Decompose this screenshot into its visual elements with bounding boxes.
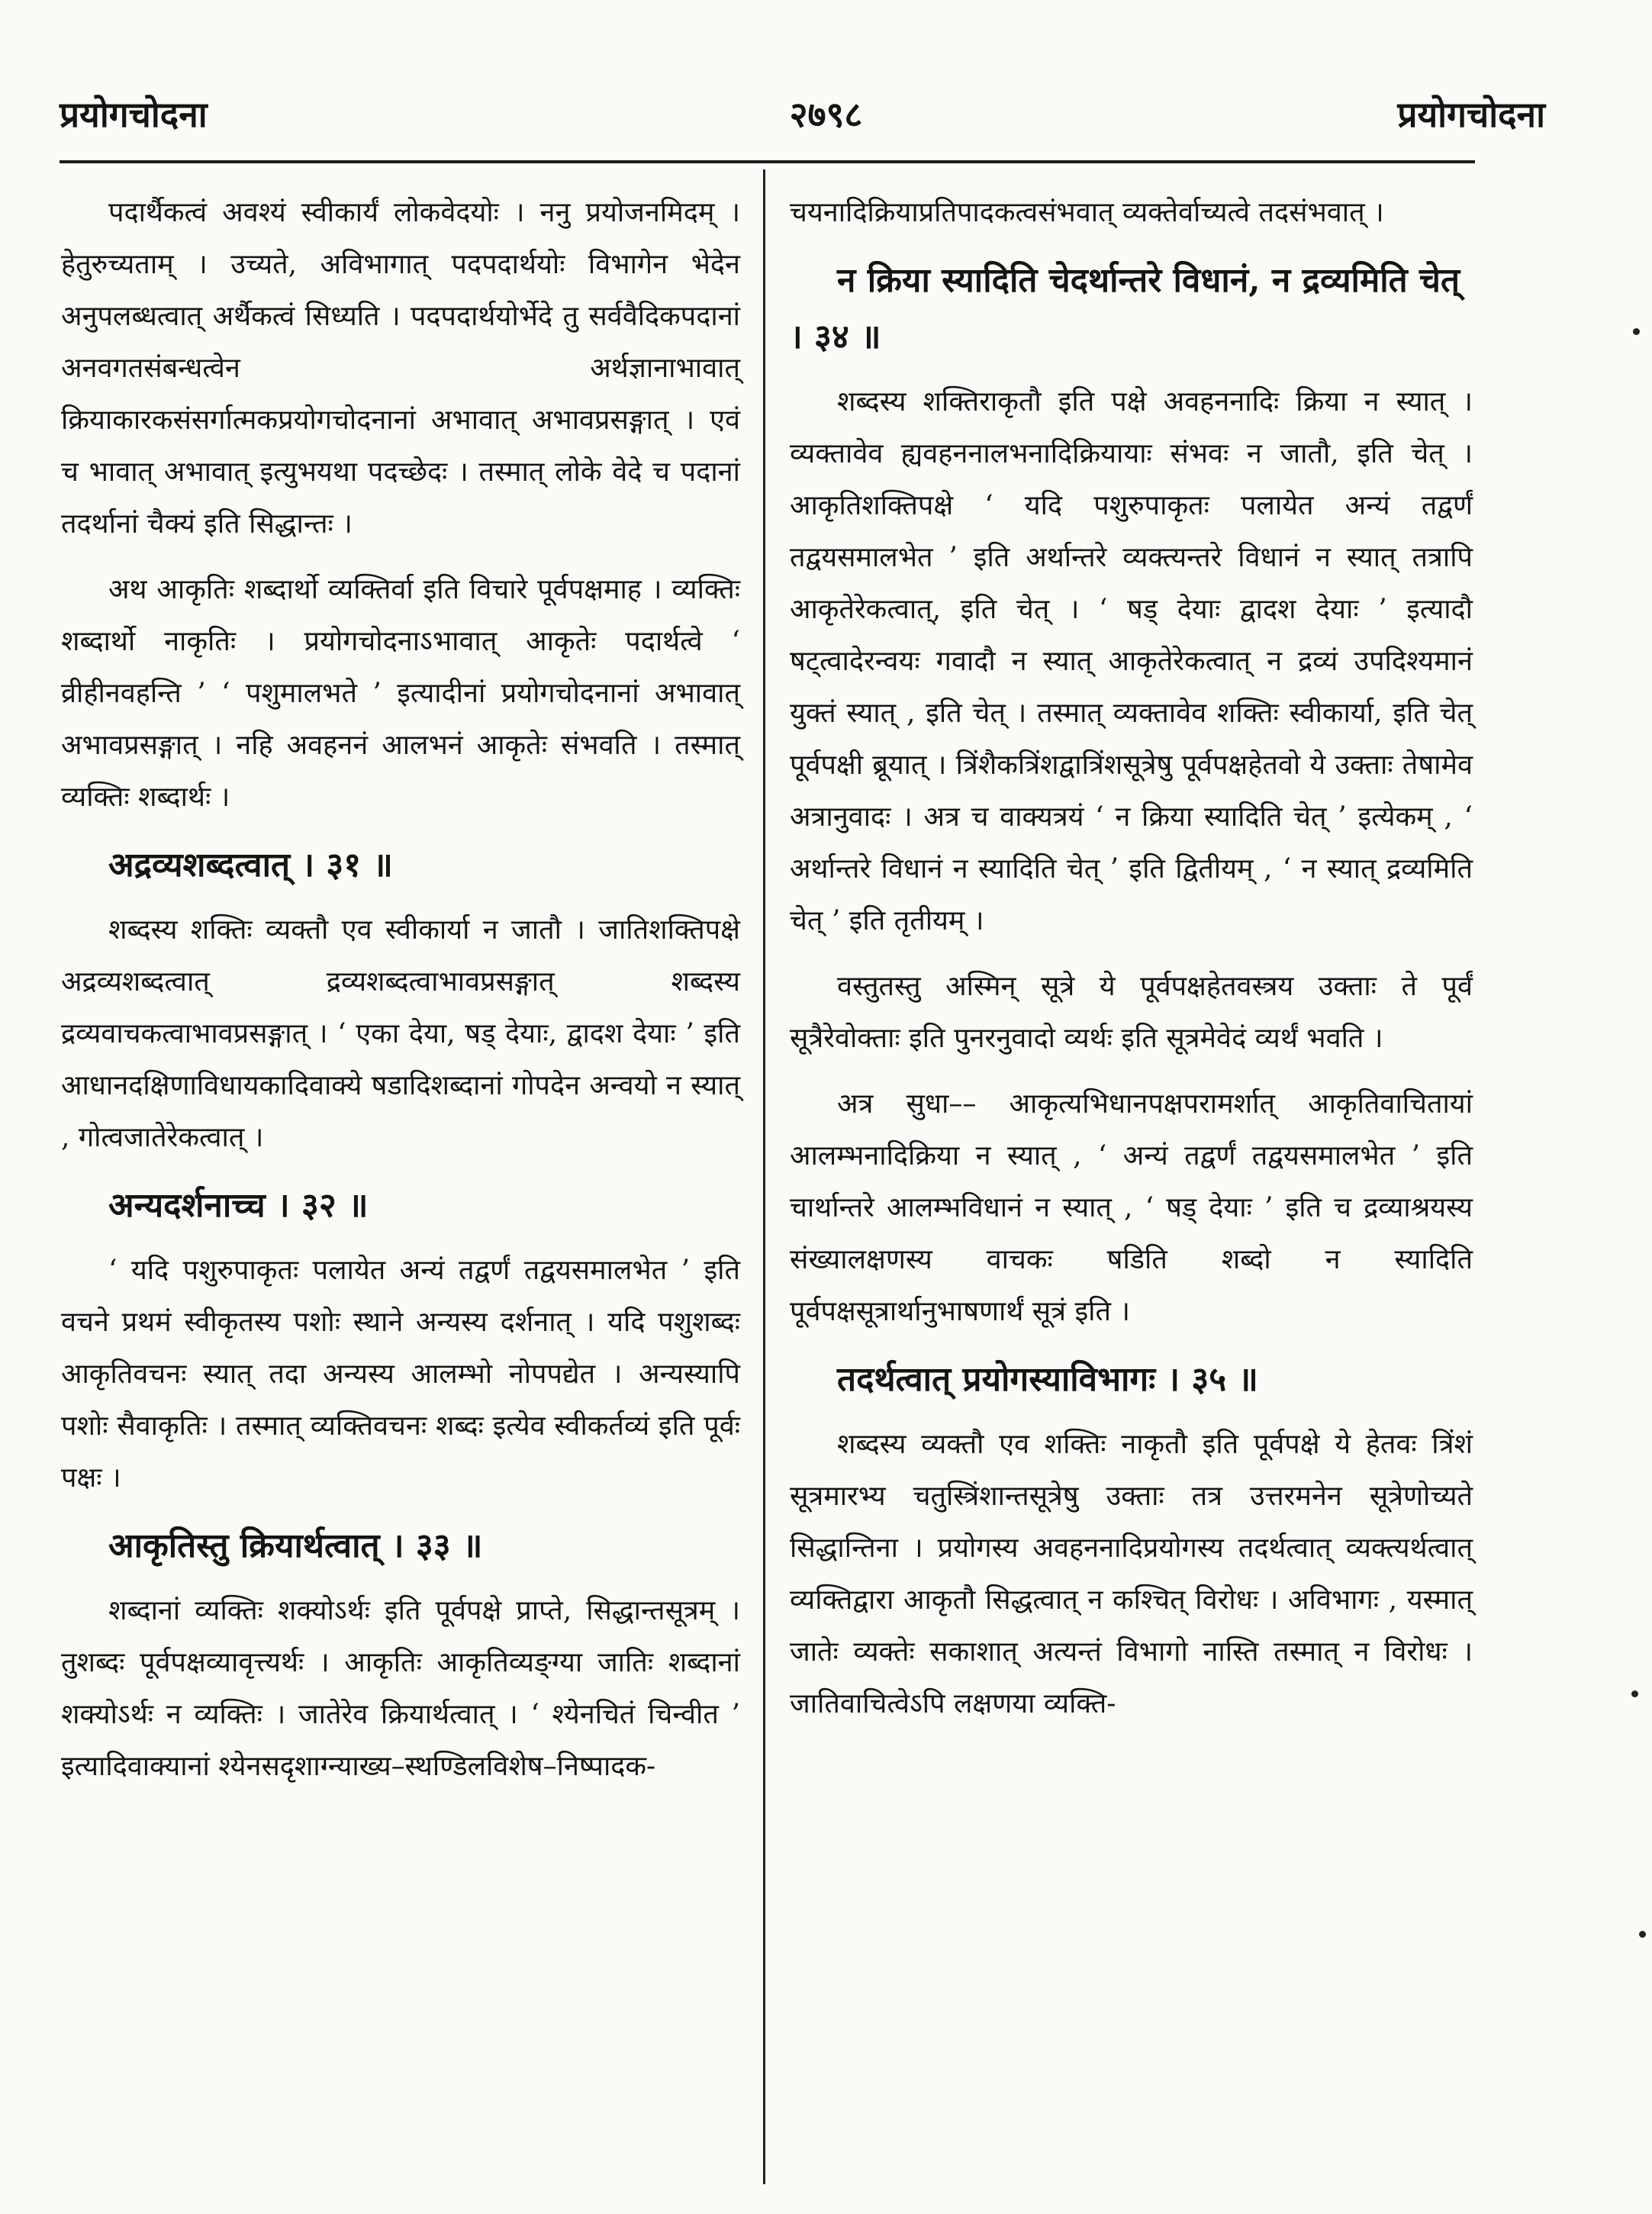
margin-speck bbox=[1639, 1931, 1646, 1938]
paragraph: ‘ यदि पशुरुपाकृतः पलायेत अन्यं तद्वर्णं तद्वयसमालभेत ’ इति वचने प्रथमं स्वीकृतस्य पशोः स्थाने अन्यस्य दर्शनात् । यदि पशुशब्दः आकृतिवचनः स्यात् तदा अन्यस्य आलम्भो नोपपद्येत । अन्यस्यापि पशोः सैवाकृतिः । तस्मात् व्यक्तिवचनः शब्दः इत्येव स्वीकर्तव्यं इति पूर्वः पक्षः । bbox=[61, 1255, 740, 1494]
margin-speck bbox=[1631, 1690, 1638, 1697]
sutra-heading: अद्रव्यशब्दत्वात् । ३१ ॥ bbox=[108, 846, 393, 885]
header-rule bbox=[60, 160, 1475, 163]
margin-speck bbox=[1633, 328, 1640, 335]
paragraph: शब्दस्य व्यक्तौ एव शक्तिः नाकृतौ इति पूर्वपक्षे ये हेतवः त्रिंशं सूत्रमारभ्य चतुस्त्रिंशान्तसूत्रेषु उक्ताः तत्र उत्तरमनेन सूत्रेणोच्यते सिद्धान्तिना । प्रयोगस्य अवहननादिप्रयोगस्य तदर्थत्वात् व्यक्त्यर्थत्वात् व्यक्तिद्वारा आकृतौ सिद्धत्वात् न कश्चित् विरोधः । अविभागः , यस्मात् जातेः व्यक्तेः सकाशात् अत्यन्तं विभागो नास्ति तस्मात् न विरोधः । जातिवाचित्वेऽपि लक्षणया व्यक्ति- bbox=[790, 1429, 1473, 1719]
paragraph: शब्दानां व्यक्तिः शक्योऽर्थः इति पूर्वपक्षे प्राप्ते, सिद्धान्तसूत्रम् । तुशब्दः पूर्वपक्षव्यावृत्त्यर्थः । आकृतिः आकृतिव्यङ्ग्या जातिः शब्दानां शक्योऽर्थः न व्यक्तिः । जातेरेव क्रियार्थत्वात् । ‘ श्येनचितं चिन्वीत ’ इत्यादिवाक्यानां श्येनसदृशाग्न्याख्य–स्थण्डिलविशेष–निष्पादक- bbox=[61, 1595, 740, 1782]
sutra-heading: आकृतिस्तु क्रियार्थत्वात् । ३३ ॥ bbox=[108, 1526, 483, 1565]
column-divider bbox=[763, 169, 765, 2184]
sutra-heading: तदर्थत्वात् प्रयोगस्याविभागः । ३५ ॥ bbox=[837, 1360, 1258, 1399]
paragraph: पदार्थैकत्वं अवश्यं स्वीकार्यं लोकवेदयोः । ननु प्रयोजनमिदम् । हेतुरुच्यताम् । उच्यते, अविभागात् पदपदार्थयोः विभागेन भेदेन अनुपलब्धत्वात् अर्थैकत्वं सिध्यति । पदपदार्थयोर्भेदे तु सर्ववैदिकपदानां अनवगतसंबन्धत्वेन अर्थज्ञानाभावात् क्रियाकारकसंसर्गात्मकप्रयोगचोदनानां अभावात् अभावप्रसङ्गात् । एवं च भावात् अभावात् इत्युभयथा पदच्छेदः । तस्मात् लोके वेदे च पदानां तदर्थानां चैक्यं इति सिद्धान्तः । bbox=[61, 197, 740, 540]
running-head-right: प्रयोगचोदना bbox=[1397, 94, 1545, 135]
paragraph: अत्र सुधा–– आकृत्यभिधानपक्षपरामर्शात् आकृतिवाचितायां आलम्भनादिक्रिया न स्यात् , ‘ अन्यं तद्वर्णं तद्वयसमालभेत ’ इति चार्थान्तरे आलम्भविधानं न स्यात् , ‘ षड् देयाः ’ इति च द्रव्याश्रयस्य संख्यालक्षणस्य वाचकः षडिति शब्दो न स्यादिति पूर्वपक्षसूत्रार्थानुभाषणार्थं सूत्रं इति । bbox=[790, 1088, 1473, 1327]
paragraph: चयनादिक्रियाप्रतिपादकत्वसंभवात् व्यक्तेर्वाच्यत्वे तदसंभवात् । bbox=[790, 197, 1384, 228]
left-column bbox=[61, 187, 740, 1806]
sutra-heading: अन्यदर्शनाच्च । ३२ ॥ bbox=[108, 1186, 369, 1225]
paragraph: शब्दस्य शक्तिराकृतौ इति पक्षे अवहननादिः क्रिया न स्यात् । व्यक्तावेव ह्यवहननालभनादिक्रियायाः संभवः न जातौ, इति चेत् । आकृतिशक्तिपक्षे ‘ यदि पशुरुपाकृतः पलायेत अन्यं तद्वर्णं तद्वयसमालभेत ’ इति अर्थान्तरे व्यक्त्यन्तरे विधानं न स्यात् तत्रापि आकृतेरेकत्वात्, इति चेत् । ‘ षड् देयाः द्वादश देयाः ’ इत्यादौ षट्त्वादेरन्वयः गवादौ न स्यात् आकृतेरेकत्वात् न द्रव्यं उपदिश्यमानं युक्तं स्यात् , इति चेत् । तस्मात् व्यक्तावेव शक्तिः स्वीकार्या, इति चेत् पूर्वपक्षी ब्रूयात् । त्रिंशैकत्रिंशद्वात्रिंशसूत्रेषु पूर्वपक्षहेतवो ये उक्ताः तेषामेव अत्रानुवादः । अत्र च वाक्यत्रयं ‘ न क्रिया स्यादिति चेत् ’ इत्येकम् , ‘ अर्थान्तरे विधानं न स्यादिति चेत् ’ इति द्वितीयम् , ‘ न स्यात् द्रव्यमिति चेत् ’ इति तृतीयम् । bbox=[790, 386, 1473, 936]
sutra-heading: न क्रिया स्यादिति चेदर्थान्तरे विधानं, न द्रव्यमिति चेत् । ३४ ॥ bbox=[790, 261, 1460, 356]
paragraph: शब्दस्य शक्तिः व्यक्तौ एव स्वीकार्या न जातौ । जातिशक्तिपक्षे अद्रव्यशब्दत्वात् द्रव्यशब्दत्वाभावप्रसङ्गात् शब्दस्य द्रव्यवाचकत्वाभावप्रसङ्गात् । ‘ एका देया, षड् देयाः, द्वादश देयाः ’ इति आधानदक्षिणाविधायकादिवाक्ये षडादिशब्दानां गोपदेन अन्वयो न स्यात् , गोत्वजातेरेकत्वात् । bbox=[61, 914, 740, 1153]
paragraph: अथ आकृतिः शब्दार्थो व्यक्तिर्वा इति विचारे पूर्वपक्षमाह । व्यक्तिः शब्दार्थो नाकृतिः । प्रयोगचोदनाऽभावात् आकृतेः पदार्थत्वे ‘ व्रीहीनवहन्ति ’ ‘ पशुमालभते ’ इत्यादीनां प्रयोगचोदनानां अभावात् अभावप्रसङ्गात् । नहि अवहननं आलभनं आकृतेः संभवति । तस्मात् व्यक्तिः शब्दार्थः । bbox=[61, 574, 740, 813]
paragraph: वस्तुतस्तु अस्मिन् सूत्रे ये पूर्वपक्षहेतवस्त्रय उक्ताः ते पूर्वं सूत्रैरेवोक्ताः इति पुनरनुवादो व्यर्थः इति सूत्रमेवेदं व्यर्थं भवति । bbox=[790, 971, 1473, 1054]
page-number: २७९८ bbox=[789, 94, 863, 135]
right-column bbox=[790, 187, 1473, 1744]
running-head-left: प्रयोगचोदना bbox=[60, 94, 208, 135]
